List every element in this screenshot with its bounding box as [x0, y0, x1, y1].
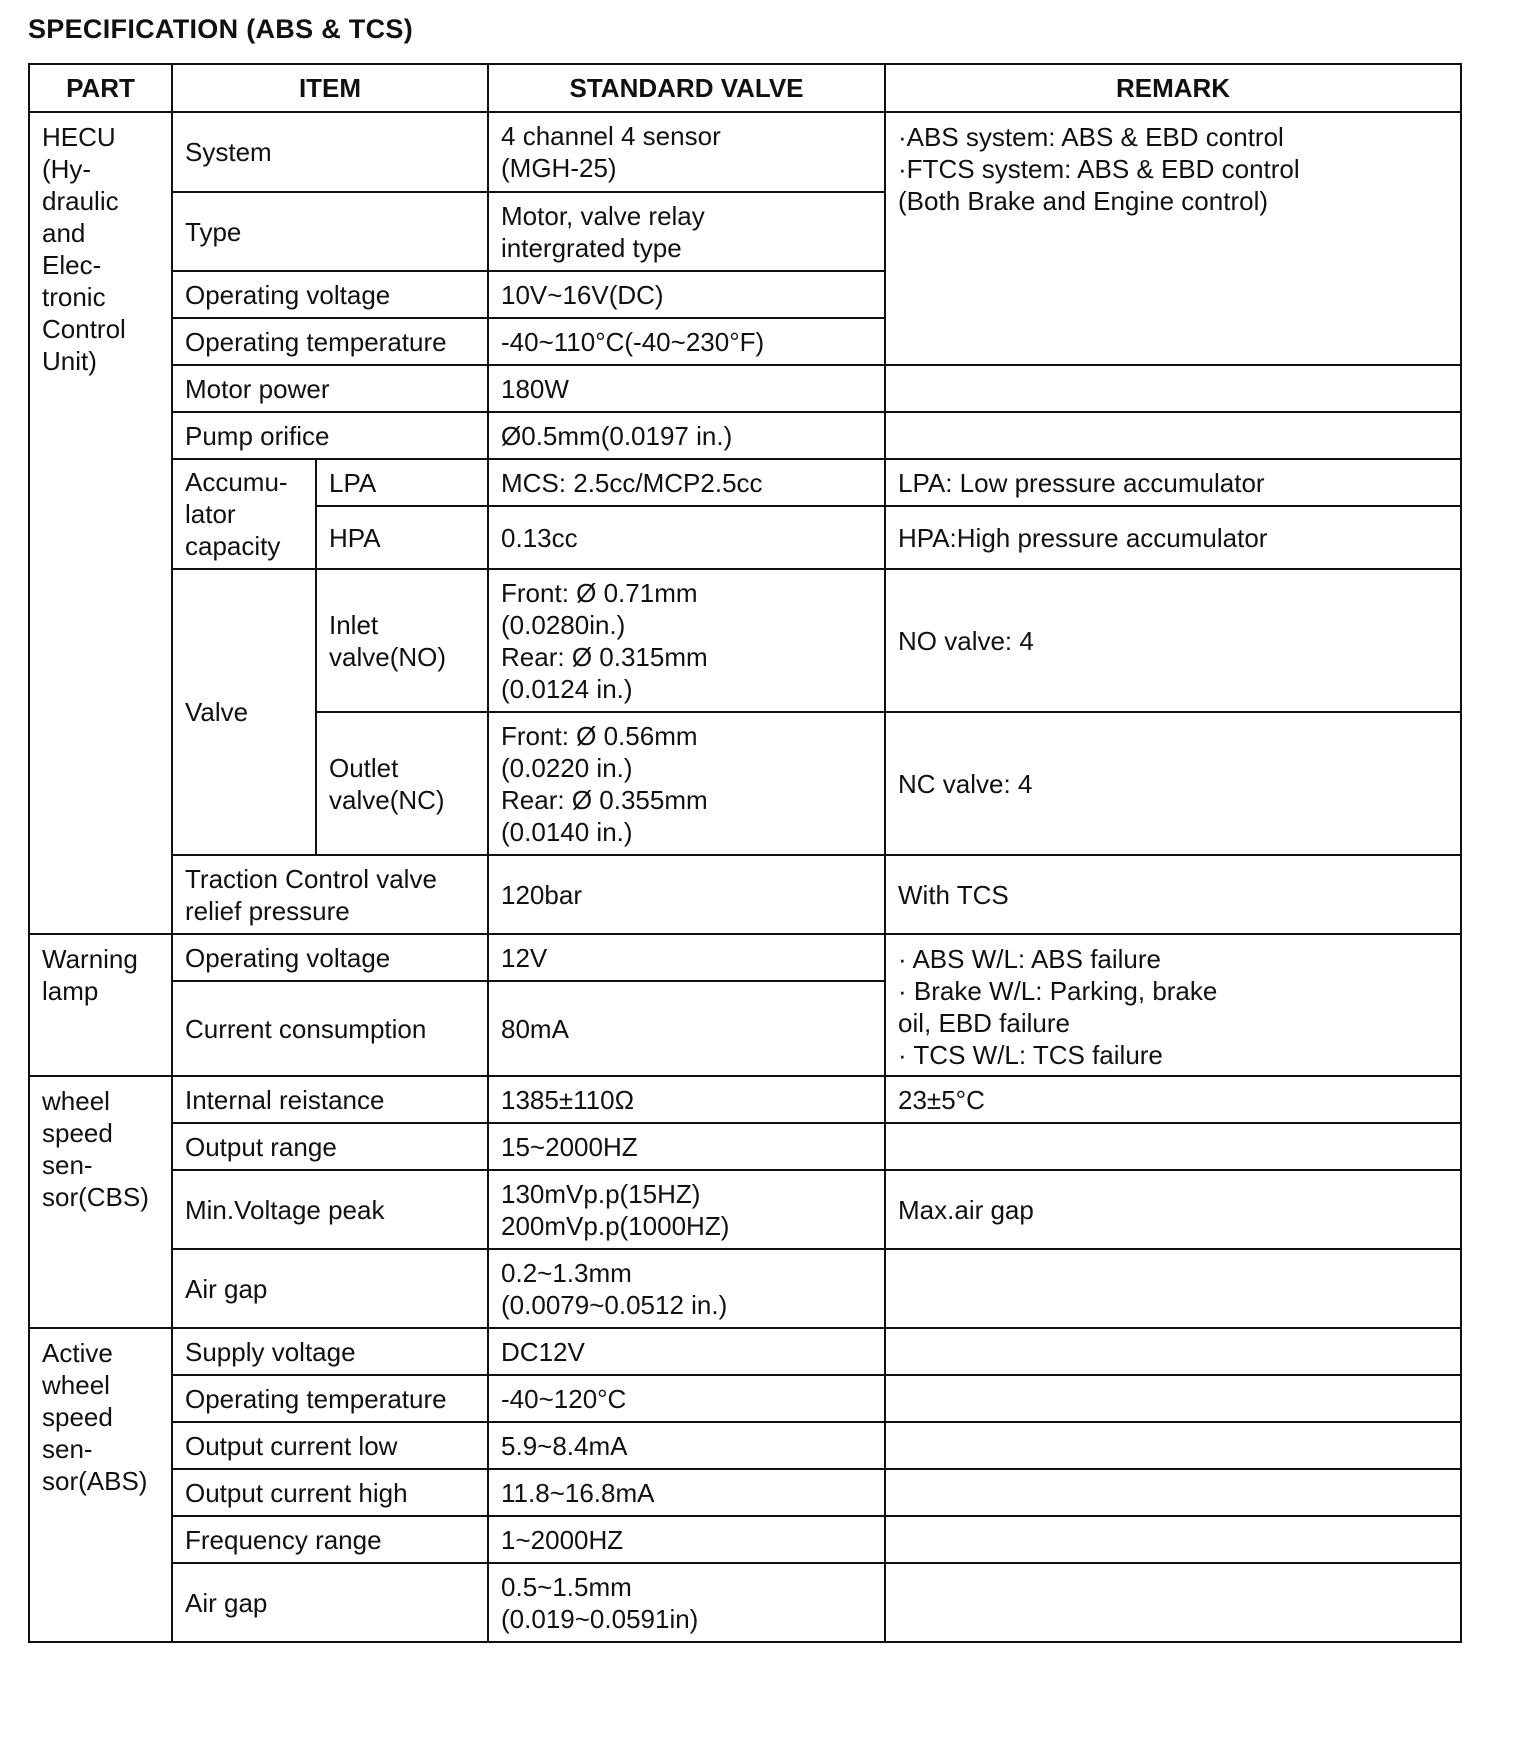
value-pump-orifice: Ø0.5mm(0.0197 in.): [488, 412, 885, 459]
value-supply-voltage: DC12V: [488, 1328, 885, 1375]
value-type: Motor, valve relay intergrated type: [488, 192, 885, 271]
item-accumulator-capacity: Accumu- lator capacity: [172, 459, 316, 569]
header-row: [29, 64, 1461, 112]
item-air-gap-cbs: Air gap: [172, 1249, 488, 1328]
value-operating-voltage: 10V~16V(DC): [488, 271, 885, 318]
value-motor-power: 180W: [488, 365, 885, 412]
table-row: [29, 112, 1461, 192]
value-min-voltage-peak: 130mVp.p(15HZ) 200mVp.p(1000HZ): [488, 1170, 885, 1249]
header-part: PART: [29, 64, 172, 112]
header-remark: REMARK: [885, 64, 1461, 112]
remark-pump-orifice: [885, 412, 1461, 459]
remark-inlet-valve: NO valve: 4: [885, 569, 1461, 712]
remark-traction-control: With TCS: [885, 855, 1461, 934]
item-system: System: [172, 112, 488, 192]
value-system: 4 channel 4 sensor (MGH-25): [488, 112, 885, 192]
value-operating-temperature: -40~110°C(-40~230°F): [488, 318, 885, 365]
item-inlet-valve: Inlet valve(NO): [316, 569, 488, 712]
value-abs-operating-temperature: -40~120°C: [488, 1375, 885, 1422]
item-output-current-high: Output current high: [172, 1469, 488, 1516]
value-lpa: MCS: 2.5cc/MCP2.5cc: [488, 459, 885, 506]
table-row: [29, 1375, 1461, 1422]
header-standard-value: STANDARD VALVE: [488, 64, 885, 112]
remark-hecu-main: ·ABS system: ABS & EBD control ·FTCS system: ABS & EBD control (Both Brake and Engine control): [885, 112, 1461, 365]
item-current-consumption: Current consumption: [172, 981, 488, 1076]
item-traction-control: Traction Control valve relief pressure: [172, 855, 488, 934]
remark-lpa: LPA: Low pressure accumulator: [885, 459, 1461, 506]
table-row: [29, 855, 1461, 934]
item-type: Type: [172, 192, 488, 271]
remark-motor-power: [885, 365, 1461, 412]
item-operating-voltage: Operating voltage: [172, 271, 488, 318]
specification-table: [28, 63, 1462, 1643]
remark-output-range: [885, 1123, 1461, 1170]
item-output-current-low: Output current low: [172, 1422, 488, 1469]
value-hpa: 0.13cc: [488, 506, 885, 569]
value-inlet-valve: Front: Ø 0.71mm (0.0280in.) Rear: Ø 0.315mm (0.0124 in.): [488, 569, 885, 712]
item-outlet-valve: Outlet valve(NC): [316, 712, 488, 855]
value-outlet-valve: Front: Ø 0.56mm (0.0220 in.) Rear: Ø 0.355mm (0.0140 in.): [488, 712, 885, 855]
remark-output-current-high: [885, 1469, 1461, 1516]
table-row: [29, 412, 1461, 459]
remark-internal-resistance: 23±5°C: [885, 1076, 1461, 1123]
item-frequency-range: Frequency range: [172, 1516, 488, 1563]
remark-air-gap-abs: [885, 1563, 1461, 1642]
item-internal-resistance: Internal reistance: [172, 1076, 488, 1123]
remark-abs-operating-temperature: [885, 1375, 1461, 1422]
remark-hpa: HPA:High pressure accumulator: [885, 506, 1461, 569]
page-title: SPECIFICATION (ABS & TCS): [28, 14, 413, 44]
item-motor-power: Motor power: [172, 365, 488, 412]
value-air-gap-cbs: 0.2~1.3mm (0.0079~0.0512 in.): [488, 1249, 885, 1328]
item-output-range: Output range: [172, 1123, 488, 1170]
item-lpa: LPA: [316, 459, 488, 506]
item-hpa: HPA: [316, 506, 488, 569]
table-row: [29, 1422, 1461, 1469]
table-row: [29, 569, 1461, 712]
value-traction-control: 120bar: [488, 855, 885, 934]
table-row: [29, 1076, 1461, 1123]
table-row: [29, 1469, 1461, 1516]
table-row: [29, 1170, 1461, 1249]
remark-min-voltage-peak: Max.air gap: [885, 1170, 1461, 1249]
remark-frequency-range: [885, 1516, 1461, 1563]
value-internal-resistance: 1385±110Ω: [488, 1076, 885, 1123]
part-warning-lamp: Warning lamp: [29, 934, 172, 1076]
table-row: [29, 1328, 1461, 1375]
table-row: [29, 459, 1461, 506]
remark-supply-voltage: [885, 1328, 1461, 1375]
value-frequency-range: 1~2000HZ: [488, 1516, 885, 1563]
item-abs-operating-temperature: Operating temperature: [172, 1375, 488, 1422]
item-supply-voltage: Supply voltage: [172, 1328, 488, 1375]
part-active-wheel-speed-sensor-abs: Active wheel speed sen- sor(ABS): [29, 1328, 172, 1642]
item-pump-orifice: Pump orifice: [172, 412, 488, 459]
table-row: [29, 1516, 1461, 1563]
remark-warning-lamp: · ABS W/L: ABS failure · Brake W/L: Parking, brake oil, EBD failure · TCS W/L: TCS failure: [885, 934, 1461, 1076]
value-output-current-high: 11.8~16.8mA: [488, 1469, 885, 1516]
item-valve: Valve: [172, 569, 316, 855]
remark-air-gap-cbs: [885, 1249, 1461, 1328]
item-operating-temperature: Operating temperature: [172, 318, 488, 365]
value-output-current-low: 5.9~8.4mA: [488, 1422, 885, 1469]
part-wheel-speed-sensor-cbs: wheel speed sen- sor(CBS): [29, 1076, 172, 1328]
item-air-gap-abs: Air gap: [172, 1563, 488, 1642]
item-min-voltage-peak: Min.Voltage peak: [172, 1170, 488, 1249]
table-row: [29, 1563, 1461, 1642]
table-row: [29, 1123, 1461, 1170]
value-air-gap-abs: 0.5~1.5mm (0.019~0.0591in): [488, 1563, 885, 1642]
part-hecu: HECU (Hy- draulic and Elec- tronic Control Unit): [29, 112, 172, 934]
value-lamp-operating-voltage: 12V: [488, 934, 885, 981]
remark-outlet-valve: NC valve: 4: [885, 712, 1461, 855]
table-row: [29, 365, 1461, 412]
item-lamp-operating-voltage: Operating voltage: [172, 934, 488, 981]
value-current-consumption: 80mA: [488, 981, 885, 1076]
table-row: [29, 1249, 1461, 1328]
value-output-range: 15~2000HZ: [488, 1123, 885, 1170]
table-row: [29, 934, 1461, 981]
remark-output-current-low: [885, 1422, 1461, 1469]
header-item: ITEM: [172, 64, 488, 112]
